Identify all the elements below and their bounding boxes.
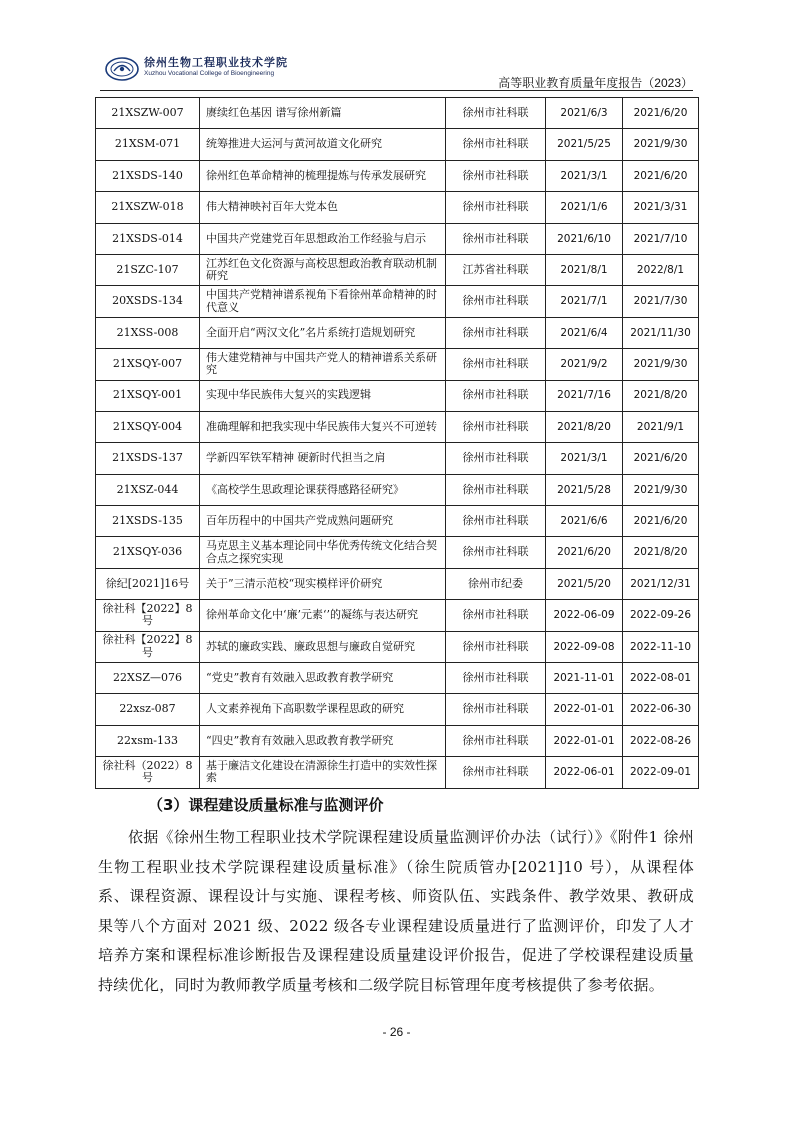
table-row: [96, 757, 699, 788]
project-org-cell: 徐州市社科联: [446, 411, 546, 442]
project-name-cell: 百年历程中的中国共产党成熟问题研究: [200, 506, 446, 537]
table-row: [96, 98, 699, 129]
project-start-date-cell: 2021/5/20: [546, 568, 623, 599]
project-start-date-cell: 2022-09-08: [546, 631, 623, 662]
project-end-date-cell: 2021/3/31: [623, 192, 699, 223]
project-code-cell: 22XSZ—076: [96, 663, 200, 694]
project-name-cell: 实现中华民族伟大复兴的实践逻辑: [200, 380, 446, 411]
project-name-cell: 关于”三清示范校“现实模样评价研究: [200, 568, 446, 599]
project-org-cell: 徐州市社科联: [446, 192, 546, 223]
project-org-cell: 徐州市社科联: [446, 725, 546, 756]
project-start-date-cell: 2021/6/4: [546, 317, 623, 348]
project-start-date-cell: 2021-11-01: [546, 663, 623, 694]
project-end-date-cell: 2021/12/31: [623, 568, 699, 599]
table-row: [96, 568, 699, 599]
project-name-cell: 全面开启“两汉文化”名片系统打造规划研究: [200, 317, 446, 348]
project-start-date-cell: 2021/8/1: [546, 254, 623, 285]
project-end-date-cell: 2021/9/30: [623, 349, 699, 380]
school-logo-icon: [104, 56, 140, 82]
project-code-cell: 21XSM-071: [96, 129, 200, 160]
page-number: - 26 -: [382, 1025, 411, 1039]
project-code-cell: 21XSZ-044: [96, 474, 200, 505]
project-start-date-cell: 2021/9/2: [546, 349, 623, 380]
project-name-cell: 江苏红色文化资源与高校思想政治教育联动机制研究: [200, 254, 446, 285]
projects-table: [95, 97, 699, 789]
project-name-cell: “党史”教育有效融入思政教育教学研究: [200, 663, 446, 694]
section-paragraph: 依据《徐州生物工程职业技术学院课程建设质量监测评价办法（试行）》《附件1 徐州生物工程职业技术学院课程建设质量标准》（徐生院质管办[2021]10 号），从课程体系、课程资源、课程设计与实施、课程考核、师资队伍、实践条件、教学效果、教研成果等八个方面对 2021 级、2022 级各专业课程建设质量进行了监测评价，印发了人才培养方案和课程标准诊断报告及课程建设质量建设评价报告，促进了学校课程建设质量持续优化，同时为教师教学质量考核和二级学院目标管理年度考核提供了参考依据。: [98, 828, 695, 994]
project-org-cell: 江苏省社科联: [446, 254, 546, 285]
project-end-date-cell: 2021/8/20: [623, 380, 699, 411]
project-start-date-cell: 2021/6/6: [546, 506, 623, 537]
table-row: [96, 631, 699, 662]
project-start-date-cell: 2021/7/16: [546, 380, 623, 411]
project-code-cell: 21XSDS-137: [96, 443, 200, 474]
project-code-cell: 21XSS-008: [96, 317, 200, 348]
project-org-cell: 徐州市社科联: [446, 694, 546, 725]
section-heading: （3）课程建设质量标准与监测评价: [148, 796, 384, 814]
project-name-cell: 苏轼的廉政实践、廉政思想与廉政自觉研究: [200, 631, 446, 662]
project-start-date-cell: 2021/7/1: [546, 286, 623, 317]
project-name-cell: 准确理解和把我实现中华民族伟大复兴不可逆转: [200, 411, 446, 442]
project-start-date-cell: 2021/6/10: [546, 223, 623, 254]
project-end-date-cell: 2021/6/20: [623, 98, 699, 129]
project-code-cell: 21XSQY-004: [96, 411, 200, 442]
project-org-cell: 徐州市纪委: [446, 568, 546, 599]
table-row: [96, 694, 699, 725]
table-row: [96, 474, 699, 505]
project-name-cell: 中国共产党建党百年思想政治工作经验与启示: [200, 223, 446, 254]
project-start-date-cell: 2021/5/25: [546, 129, 623, 160]
project-code-cell: 21XSZW-018: [96, 192, 200, 223]
project-name-cell: 伟大建党精神与中国共产党人的精神谱系关系研究: [200, 349, 446, 380]
project-code-cell: 21XSQY-007: [96, 349, 200, 380]
project-org-cell: 徐州市社科联: [446, 600, 546, 631]
project-name-cell: 徐州红色革命精神的梳理提炼与传承发展研究: [200, 160, 446, 191]
school-name-cn: 徐州生物工程职业技术学院: [144, 56, 288, 69]
project-org-cell: 徐州市社科联: [446, 349, 546, 380]
table-row: [96, 663, 699, 694]
table-row: [96, 380, 699, 411]
project-end-date-cell: 2021/9/30: [623, 129, 699, 160]
table-row: [96, 443, 699, 474]
project-name-cell: 伟大精神映衬百年大党本色: [200, 192, 446, 223]
project-org-cell: 徐州市社科联: [446, 506, 546, 537]
project-code-cell: 21SZC-107: [96, 254, 200, 285]
project-name-cell: 学新四军铁军精神 硬新时代担当之肩: [200, 443, 446, 474]
project-end-date-cell: 2021/8/20: [623, 537, 699, 568]
project-end-date-cell: 2021/7/30: [623, 286, 699, 317]
table-row: [96, 725, 699, 756]
project-end-date-cell: 2021/7/10: [623, 223, 699, 254]
table-row: [96, 223, 699, 254]
school-name-en: Xuzhou Vocational College of Bioengineering: [144, 70, 275, 77]
project-org-cell: 徐州市社科联: [446, 757, 546, 788]
project-end-date-cell: 2022-09-01: [623, 757, 699, 788]
projects-table-body: [96, 98, 699, 789]
project-code-cell: 徐社科【2022】8号: [96, 631, 200, 662]
table-row: [96, 129, 699, 160]
project-code-cell: 21XSDS-014: [96, 223, 200, 254]
project-name-cell: 徐州革命文化中‘廉’元素‘’的凝练与表达研究: [200, 600, 446, 631]
page-header: [100, 50, 693, 92]
project-code-cell: 21XSQY-036: [96, 537, 200, 568]
project-org-cell: 徐州市社科联: [446, 537, 546, 568]
project-code-cell: 徐纪[2021]16号: [96, 568, 200, 599]
project-org-cell: 徐州市社科联: [446, 631, 546, 662]
table-row: [96, 506, 699, 537]
table-row: [96, 160, 699, 191]
project-code-cell: 徐社科【2022】8号: [96, 600, 200, 631]
project-start-date-cell: 2022-01-01: [546, 694, 623, 725]
table-row: [96, 349, 699, 380]
report-title: 高等职业教育质量年度报告（2023）: [498, 76, 693, 90]
project-name-cell: 人文素养视角下高职数学课程思政的研究: [200, 694, 446, 725]
project-name-cell: 《高校学生思政理论课获得感路径研究》: [200, 474, 446, 505]
project-org-cell: 徐州市社科联: [446, 443, 546, 474]
table-row: [96, 411, 699, 442]
project-start-date-cell: 2022-06-09: [546, 600, 623, 631]
project-start-date-cell: 2021/6/3: [546, 98, 623, 129]
project-code-cell: 徐社科（2022）8号: [96, 757, 200, 788]
project-end-date-cell: 2022-11-10: [623, 631, 699, 662]
project-start-date-cell: 2022-01-01: [546, 725, 623, 756]
project-org-cell: 徐州市社科联: [446, 663, 546, 694]
project-end-date-cell: 2022/8/1: [623, 254, 699, 285]
table-row: [96, 254, 699, 285]
table-row: [96, 192, 699, 223]
table-row: [96, 537, 699, 568]
project-start-date-cell: 2021/3/1: [546, 443, 623, 474]
table-row: [96, 600, 699, 631]
project-org-cell: 徐州市社科联: [446, 129, 546, 160]
project-code-cell: 21XSZW-007: [96, 98, 200, 129]
project-code-cell: 21XSQY-001: [96, 380, 200, 411]
project-start-date-cell: 2021/5/28: [546, 474, 623, 505]
project-end-date-cell: 2021/6/20: [623, 506, 699, 537]
project-name-cell: 马克思主义基本理论同中华优秀传统文化结合契合点之探究实现: [200, 537, 446, 568]
project-name-cell: 基于廉洁文化建设在清源徐生打造中的实效性探索: [200, 757, 446, 788]
project-name-cell: 赓续红色基因 谱写徐州新篇: [200, 98, 446, 129]
project-end-date-cell: 2022-08-26: [623, 725, 699, 756]
project-org-cell: 徐州市社科联: [446, 98, 546, 129]
project-end-date-cell: 2021/6/20: [623, 443, 699, 474]
project-name-cell: “四史”教育有效融入思政教育教学研究: [200, 725, 446, 756]
project-org-cell: 徐州市社科联: [446, 223, 546, 254]
project-end-date-cell: 2021/11/30: [623, 317, 699, 348]
project-end-date-cell: 2021/9/1: [623, 411, 699, 442]
project-org-cell: 徐州市社科联: [446, 380, 546, 411]
table-row: [96, 317, 699, 348]
project-start-date-cell: 2021/3/1: [546, 160, 623, 191]
project-org-cell: 徐州市社科联: [446, 286, 546, 317]
project-org-cell: 徐州市社科联: [446, 160, 546, 191]
header-divider: [100, 90, 693, 91]
table-row: [96, 286, 699, 317]
project-start-date-cell: 2021/6/20: [546, 537, 623, 568]
project-org-cell: 徐州市社科联: [446, 474, 546, 505]
project-name-cell: 统筹推进大运河与黄河故道文化研究: [200, 129, 446, 160]
project-code-cell: 22xsm-133: [96, 725, 200, 756]
project-start-date-cell: 2022-06-01: [546, 757, 623, 788]
project-end-date-cell: 2021/9/30: [623, 474, 699, 505]
project-start-date-cell: 2021/8/20: [546, 411, 623, 442]
project-code-cell: 22xsz-087: [96, 694, 200, 725]
project-org-cell: 徐州市社科联: [446, 317, 546, 348]
project-code-cell: 21XSDS-135: [96, 506, 200, 537]
project-end-date-cell: 2022-06-30: [623, 694, 699, 725]
project-start-date-cell: 2021/1/6: [546, 192, 623, 223]
project-end-date-cell: 2021/6/20: [623, 160, 699, 191]
project-end-date-cell: 2022-09-26: [623, 600, 699, 631]
project-end-date-cell: 2022-08-01: [623, 663, 699, 694]
project-code-cell: 21XSDS-140: [96, 160, 200, 191]
project-name-cell: 中国共产党精神谱系视角下看徐州革命精神的时代意义: [200, 286, 446, 317]
project-code-cell: 20XSDS-134: [96, 286, 200, 317]
